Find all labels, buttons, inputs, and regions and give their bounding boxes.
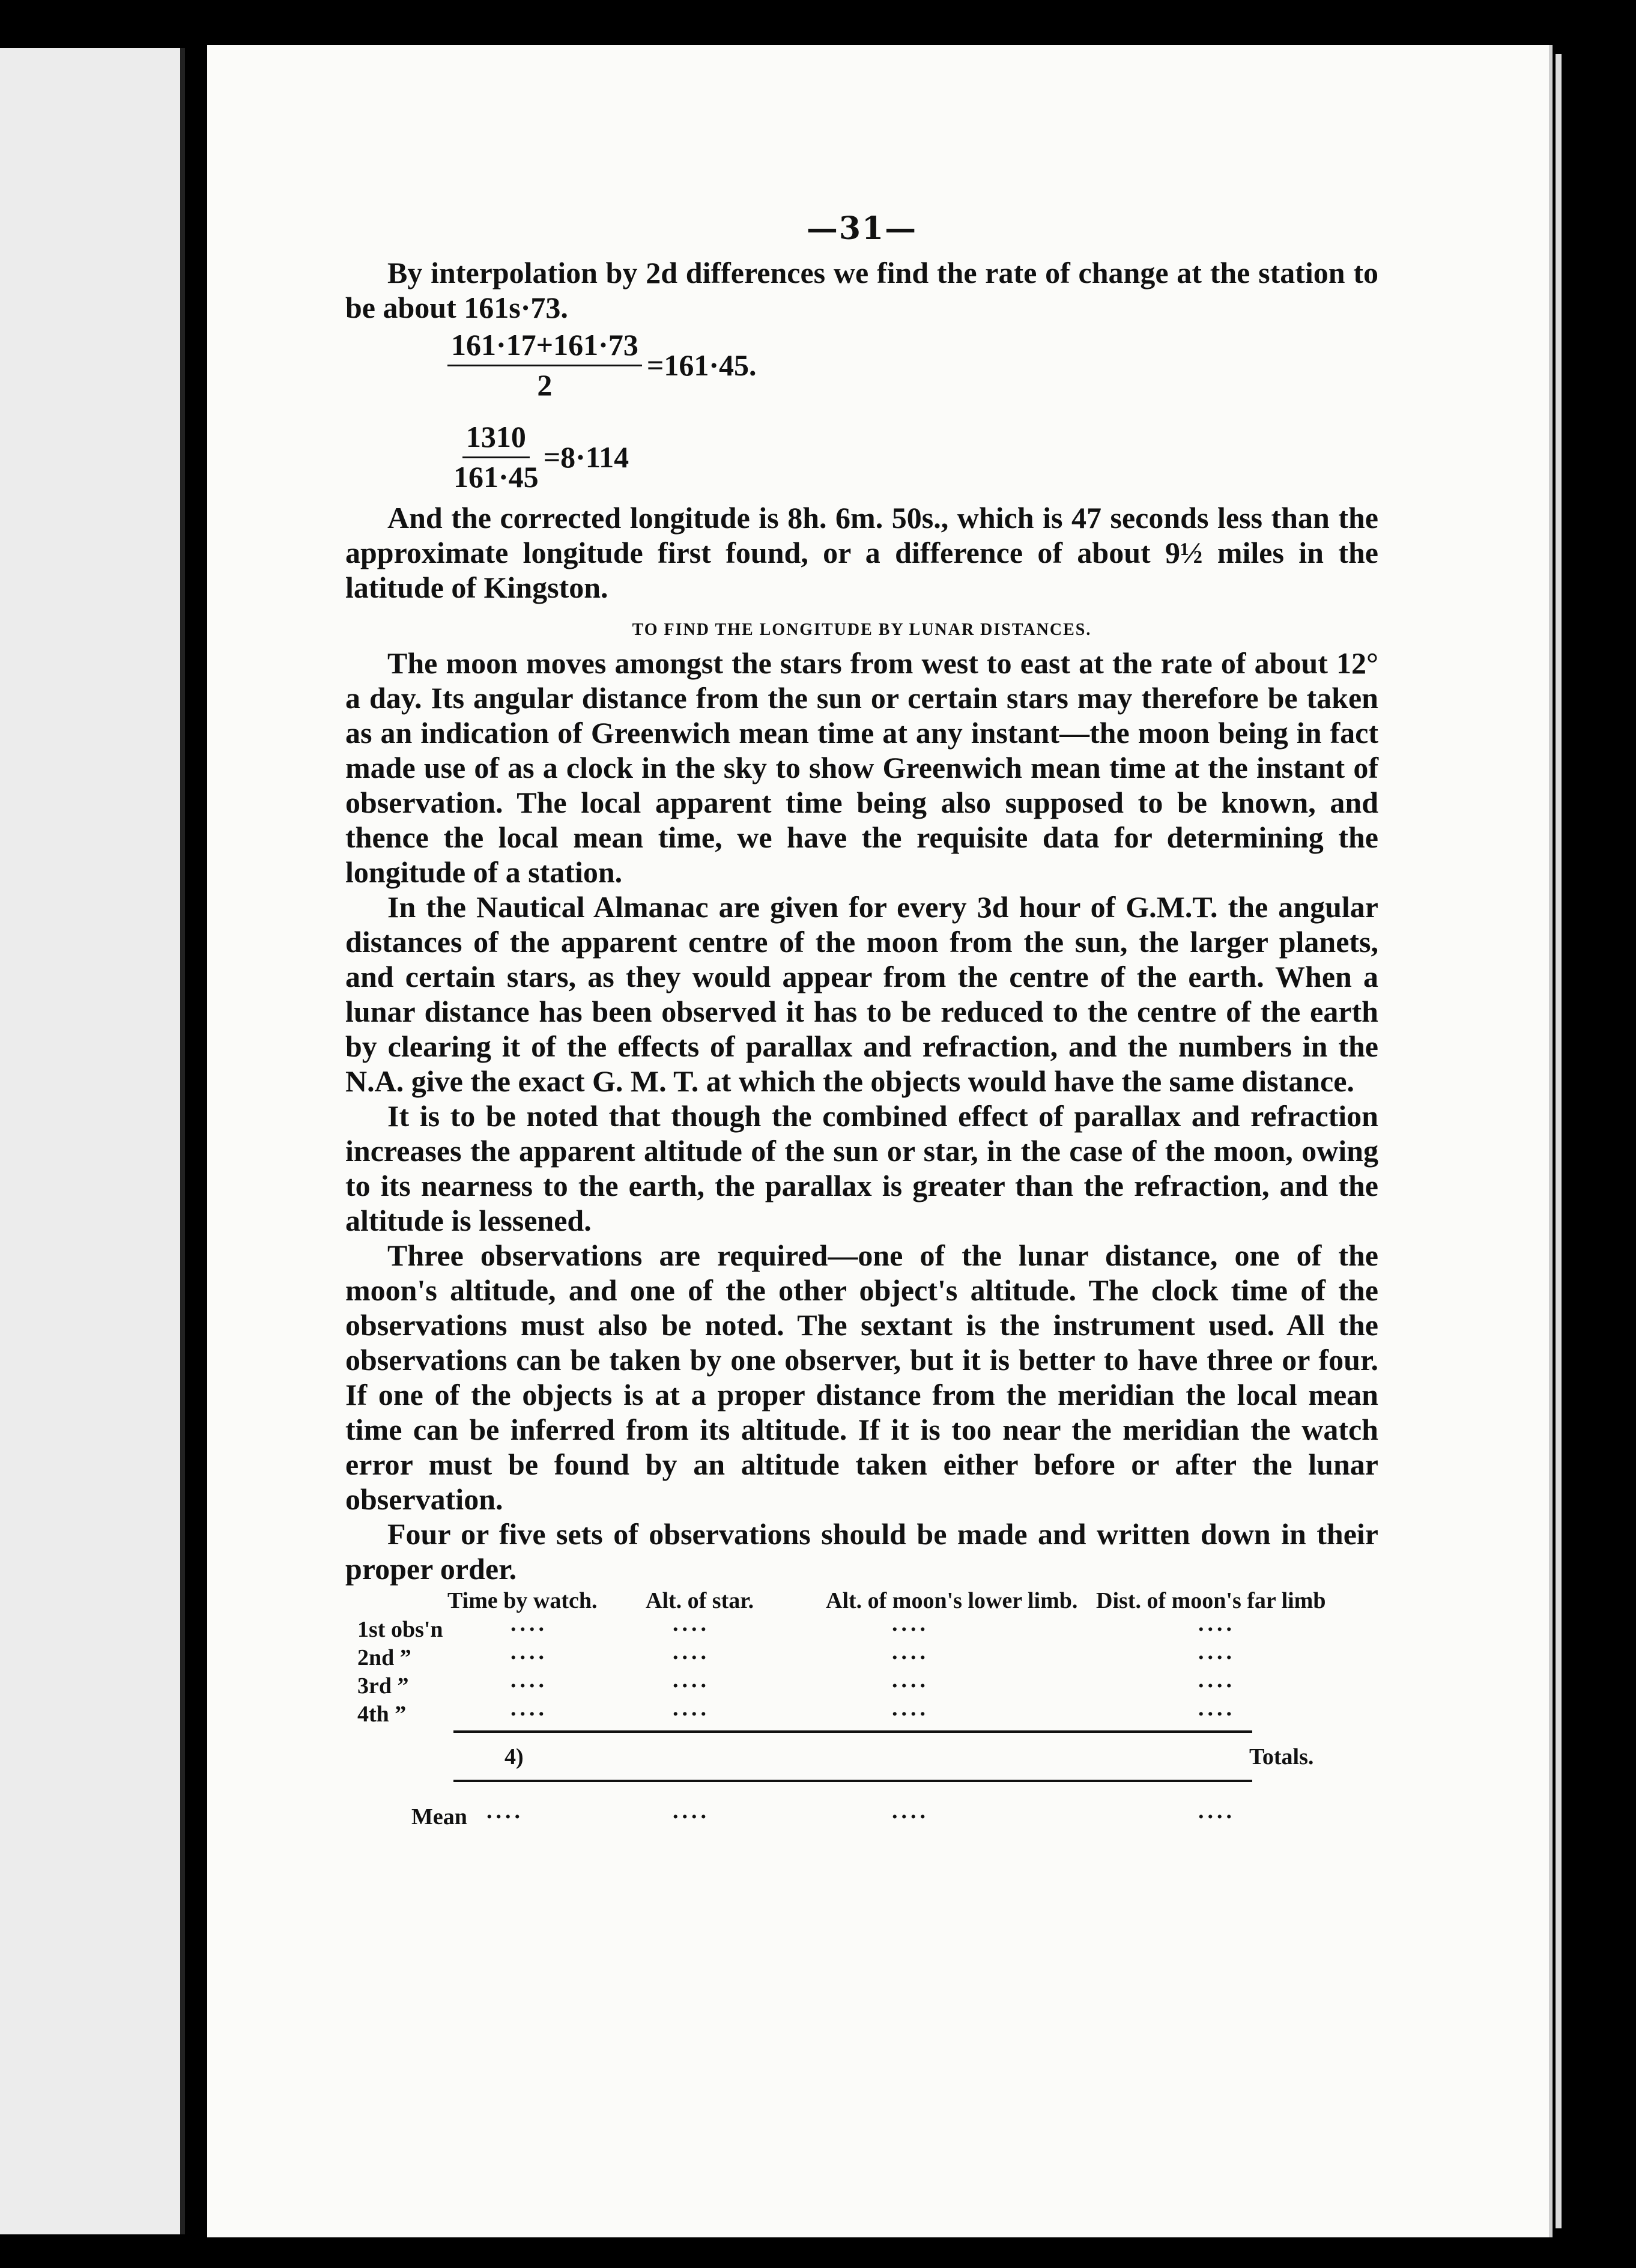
table-cell: ....: [673, 1611, 710, 1636]
table-cell: ....: [510, 1639, 548, 1664]
left-page-edge: [0, 48, 185, 2234]
fraction: [453, 419, 539, 494]
table-cell: ....: [1198, 1696, 1235, 1721]
table-rule: [453, 1780, 1252, 1782]
numerator: 161·17+161·73: [447, 327, 642, 366]
table-cell: ....: [673, 1667, 710, 1693]
right-page-edge: [1556, 54, 1562, 2228]
table-cell: ....: [892, 1667, 929, 1693]
table-cell: ....: [892, 1611, 929, 1636]
table-cell: ....: [673, 1798, 710, 1824]
row-label: 2nd ”: [357, 1645, 411, 1670]
paragraph-corrected-longitude: And the corrected longitude is 8h. 6m. 50s., which is 47 seconds less than the approximate longitude first found, or a difference of about 9½ miles in the latitude of Kingston.: [345, 501, 1378, 604]
column-header: Alt. of moon's lower limb.: [826, 1588, 1078, 1613]
paragraph-sets: Four or five sets of observations should be made and written down in their proper order.: [345, 1517, 1378, 1586]
table-cell: ....: [1198, 1667, 1235, 1693]
column-header: Time by watch.: [447, 1588, 598, 1613]
column-header: Alt. of star.: [646, 1588, 754, 1613]
paragraph-moon-motion: The moon moves amongst the stars from west to east at the rate of about 12° a day. Its angular distance from the sun or certain stars may therefore be taken as an indication of Greenwich mean time at any instant—the moon being in fact made use of as a clock in the sky to show Greenwich mean time at the instant of observation. The local apparent time being also supposed to be known, and thence the local mean time, we have the requisite data for determining the longitude of a station.: [345, 646, 1378, 889]
table-cell: ....: [1198, 1611, 1235, 1636]
table-cell: ....: [1198, 1798, 1235, 1824]
formula-mean-rate: [447, 327, 1378, 402]
table-cell: ....: [1198, 1639, 1235, 1664]
row-label: 4th ”: [357, 1702, 407, 1727]
document-page: [207, 45, 1553, 2237]
paragraph-interpolation: By interpolation by 2d differences we find the rate of change at the station to be about 161s·73.: [345, 256, 1378, 324]
denominator: 161·45: [453, 460, 539, 494]
mean-label: Mean: [411, 1804, 467, 1830]
result: =8·114: [543, 440, 629, 474]
fraction: [447, 327, 642, 402]
table-cell: ....: [673, 1696, 710, 1721]
paragraph-observations: Three observations are required—one of the lunar distance, one of the moon's altitude, and one of the other object's altitude. The clock time of the observations must also be noted. The sextant is the instrument used. All the observations can be taken by one observer, but it is better to have three or four. If one of the objects is at a proper distance from the meridian the local mean time can be inferred from its altitude. If it is too near the meridian the watch error must be found by an altitude taken either before or after the lunar observation.: [345, 1239, 1378, 1516]
row-label: 1st obs'n: [357, 1617, 443, 1642]
table-cell: ....: [510, 1667, 548, 1693]
row-label: 3rd ”: [357, 1673, 409, 1699]
table-cell: ....: [673, 1639, 710, 1664]
table-cell: ....: [892, 1798, 929, 1824]
totals-label: Totals.: [1249, 1744, 1314, 1769]
numerator: 1310: [462, 419, 530, 458]
table-cell: ....: [892, 1639, 929, 1664]
formula-ratio: [453, 419, 1378, 494]
result: =161·45.: [646, 348, 757, 382]
divisor-label: 4): [504, 1744, 524, 1769]
paragraph-parallax: It is to be noted that though the combined effect of parallax and refraction increases the apparent altitude of the sun or star, in the case of the moon, owing to its nearness to the earth, the parallax is greater than the refraction, and the altitude is lessened.: [345, 1099, 1378, 1237]
observation-table: [345, 1587, 1378, 1870]
section-heading: TO FIND THE LONGITUDE BY LUNAR DISTANCES.: [632, 620, 1092, 639]
table-cell: ....: [510, 1696, 548, 1721]
column-header: Dist. of moon's far limb: [1096, 1588, 1326, 1613]
denominator: 2: [537, 368, 553, 402]
table-rule: [453, 1730, 1252, 1733]
table-cell: ....: [892, 1696, 929, 1721]
paragraph-nautical-almanac: In the Nautical Almanac are given for every 3d hour of G.M.T. the angular distances of the apparent centre of the moon from the sun, the larger planets, and certain stars, as they would appear from the centre of the earth. When a lunar distance has been observed it has to be reduced to the centre of the earth by clearing it of the effects of parallax and refraction, and the numbers in the N.A. give the exact G. M. T. at which the objects would have the same distance.: [345, 890, 1378, 1098]
table-cell: ....: [510, 1611, 548, 1636]
page-number: —31—: [806, 210, 918, 247]
page-content: [345, 210, 1378, 1870]
table-cell: ....: [486, 1798, 524, 1824]
